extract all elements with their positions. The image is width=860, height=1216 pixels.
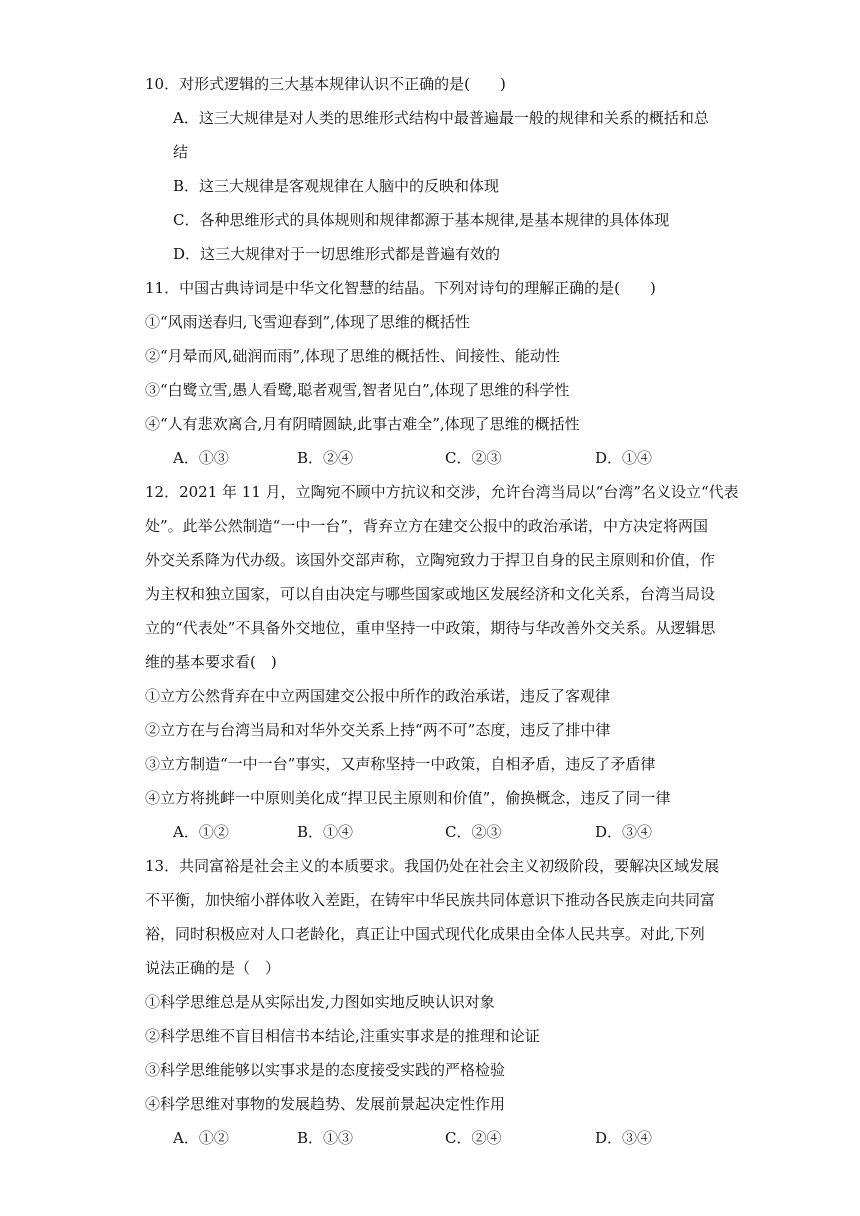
q12-item-2: ②立方在与台湾当局和对华外交关系上持“两不可”态度，违反了排中律 (145, 721, 611, 739)
q13-choice-c: C．②④ (445, 1129, 502, 1147)
q13-stem-line: 不平衡，加快缩小群体收入差距，在铸牢中华民族共同体意识下推动各民族走向共同富 (145, 891, 716, 909)
q10-option-a: A．这三大规律是对人类的思维形式结构中最普遍最一般的规律和关系的概括和总 (173, 109, 709, 127)
q11-choice-a: A．①③ (173, 449, 229, 467)
q10-option-c: C．各种思维形式的具体规则和规律都源于基本规律,是基本规律的具体体现 (173, 211, 670, 229)
q12-stem-line: 12．2021 年 11 月，立陶宛不顾中方抗议和交涉，允许台湾当局以“台湾”名义设立“代表 (145, 483, 739, 501)
q12-choice-a: A．①② (173, 823, 229, 841)
q13-choice-b: B．①③ (297, 1129, 354, 1147)
q12-stem-line: 立的“代表处”不具备外交地位，重申坚持一中政策，期待与华改善外交关系。从逻辑思 (145, 619, 716, 637)
q11-item-3: ③“白鹭立雪,愚人看鹭,聪者观雪,智者见白”,体现了思维的科学性 (145, 381, 570, 399)
q13-item-4: ④科学思维对事物的发展趋势、发展前景起决定性作用 (145, 1095, 506, 1113)
q11-item-1: ①“风雨送春归,飞雪迎春到”,体现了思维的概括性 (145, 313, 470, 331)
q13-stem-line: 13．共同富裕是社会主义的本质要求。我国仍处在社会主义初级阶段，要解决区域发展 (145, 857, 720, 875)
q13-choice-d: D．③④ (595, 1129, 653, 1147)
q11-stem: 11．中国古典诗词是中华文化智慧的结晶。下列对诗句的理解正确的是( ) (145, 279, 656, 297)
q12-choice-b: B．①④ (297, 823, 354, 841)
q12-choice-d: D．③④ (595, 823, 653, 841)
q12-stem-line: 维的基本要求看( ) (145, 653, 277, 671)
q12-stem-line: 外交关系降为代办级。该国外交部声称，立陶宛致力于捍卫自身的民主原则和价值，作 (145, 551, 716, 569)
q10-option-a-cont: 结 (173, 143, 189, 161)
q13-stem-line: 裕，同时积极应对人口老龄化，真正让中国式现代化成果由全体人民共享。对此,下列 (145, 925, 705, 943)
q13-item-3: ③科学思维能够以实事求是的态度接受实践的严格检验 (145, 1061, 506, 1079)
q13-stem-line: 说法正确的是（ ） (145, 959, 281, 977)
q12-stem-line: 处”。此举公然制造“一中一台”，背弃立方在建交公报中的政治承诺，中方决定将两国 (145, 517, 709, 535)
q12-item-1: ①立方公然背弃在中立两国建交公报中所作的政治承诺，违反了客观律 (145, 687, 611, 705)
q11-choice-c: C．②③ (445, 449, 502, 467)
q12-stem-line: 为主权和独立国家，可以自由决定与哪些国家或地区发展经济和文化关系，台湾当局设 (145, 585, 716, 603)
q11-choice-b: B．②④ (297, 449, 354, 467)
q10-option-b: B．这三大规律是客观规律在人脑中的反映和体现 (173, 177, 500, 195)
q10-option-d: D．这三大规律对于一切思维形式都是普遍有效的 (173, 245, 501, 263)
q12-item-4: ④立方将挑衅一中原则美化成“捍卫民主原则和价值”，偷换概念，违反了同一律 (145, 789, 671, 807)
q13-choice-a: A．①② (173, 1129, 229, 1147)
q11-choice-d: D．①④ (595, 449, 653, 467)
q11-item-2: ②“月晕而风,础润而雨”,体现了思维的概括性、间接性、能动性 (145, 347, 560, 365)
q10-stem: 10．对形式逻辑的三大基本规律认识不正确的是( ) (145, 75, 506, 93)
q12-item-3: ③立方制造“一中一台”事实，又声称坚持一中政策，自相矛盾，违反了矛盾律 (145, 755, 656, 773)
q12-choice-c: C．②③ (445, 823, 502, 841)
q11-item-4: ④“人有悲欢离合,月有阴晴圆缺,此事古难全”,体现了思维的概括性 (145, 415, 580, 433)
q13-item-2: ②科学思维不盲目相信书本结论,注重实事求是的推理和论证 (145, 1027, 540, 1045)
q13-item-1: ①科学思维总是从实际出发,力图如实地反映认识对象 (145, 993, 495, 1011)
